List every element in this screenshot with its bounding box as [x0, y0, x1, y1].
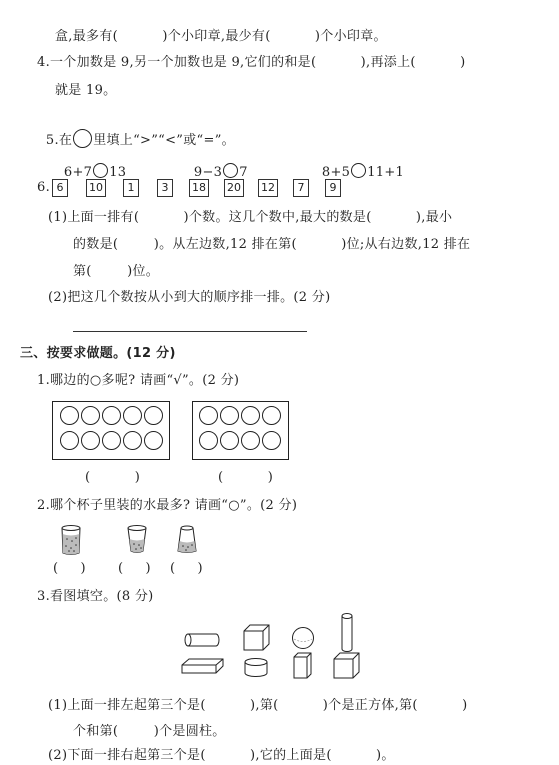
answer-line[interactable] — [73, 331, 307, 332]
answer-circle-icon — [73, 129, 92, 148]
cup-answer-1[interactable]: ( ) — [53, 561, 86, 576]
number-box: 18 — [189, 179, 209, 197]
question-continuation: 盒,最多有( )个小印章,最少有( )个小印章。 — [55, 29, 387, 44]
q5-suffix: 里填上“>”“<”或“=”。 — [93, 133, 235, 148]
number-box: 1 — [123, 179, 139, 197]
compare-circle[interactable] — [223, 163, 238, 178]
cylinder-short-icon — [243, 657, 269, 679]
compare-circle[interactable] — [351, 163, 366, 178]
cylinder-tall-icon — [339, 612, 355, 654]
q5-prefix: 5.在 — [45, 133, 73, 148]
q6-part1-line1: (1)上面一排有( )个数。这几个数中,最大的数是( ),最小 — [48, 210, 453, 225]
circle-icon — [262, 431, 281, 450]
number-box: 3 — [157, 179, 173, 197]
cup-answer-3[interactable]: ( ) — [170, 561, 203, 576]
number-box: 10 — [86, 179, 106, 197]
circle-icon — [102, 406, 121, 425]
cup-icon-full — [60, 525, 84, 557]
circle-icon — [199, 406, 218, 425]
cube-icon — [243, 624, 271, 652]
circle-icon — [123, 406, 142, 425]
q5-item-3 — [313, 147, 404, 181]
circle-icon — [199, 431, 218, 450]
number-box: 7 — [293, 179, 309, 197]
cube-small-icon — [333, 652, 361, 680]
q5-item-left: 9−3 — [193, 165, 223, 180]
q6-part2: (2)把这几个数按从小到大的顺序排一排。(2 分) — [48, 290, 331, 305]
q5-item-right: 13 — [109, 165, 127, 180]
circle-icon — [220, 431, 239, 450]
circle-icon — [144, 406, 163, 425]
q5-item-left: 8+5 — [321, 165, 351, 180]
circle-icon — [81, 406, 100, 425]
cup-icon-low — [176, 525, 200, 557]
s3-q3-part2: (2)下面一排右起第三个是( ),它的上面是( )。 — [48, 748, 395, 763]
q4-line1: 4.一个加数是 9,另一个加数也是 9,它们的和是( ),再添上( ) — [37, 55, 466, 70]
answer-blank-left[interactable]: ( ) — [85, 470, 141, 485]
q5-item-2 — [185, 147, 248, 181]
circle-icon — [102, 431, 121, 450]
q5-item-right: 7 — [239, 165, 248, 180]
cuboid-flat-icon — [181, 658, 225, 676]
section-title: 三、按要求做题。(12 分) — [20, 346, 176, 361]
compare-circle[interactable] — [93, 163, 108, 178]
number-box: 9 — [325, 179, 341, 197]
number-box: 12 — [258, 179, 278, 197]
cup-answer-2[interactable]: ( ) — [118, 561, 151, 576]
s3-q3-text: 3.看图填空。(8 分) — [37, 589, 154, 604]
q5-item-left: 6+7 — [63, 165, 93, 180]
circle-icon — [144, 431, 163, 450]
q5-item-right: 11+1 — [367, 165, 405, 180]
number-box: 6 — [52, 179, 68, 197]
number-box: 20 — [224, 179, 244, 197]
q5-instruction — [37, 113, 235, 149]
sphere-icon — [291, 626, 315, 650]
s3-q2-text: 2.哪个杯子里装的水最多? 请画“○”。(2 分) — [37, 498, 298, 513]
circle-icon — [241, 406, 260, 425]
q4-line2: 就是 19。 — [55, 83, 117, 98]
circle-icon — [241, 431, 260, 450]
q6-part1-line2: 的数是( )。从左边数,12 排在第( )位;从右边数,12 排在 — [73, 237, 471, 252]
circle-icon — [262, 406, 281, 425]
q6-part1-line3: 第( )位。 — [73, 264, 160, 279]
cuboid-tall-icon — [293, 652, 313, 680]
circle-icon — [60, 431, 79, 450]
circle-icon — [123, 431, 142, 450]
circle-icon — [81, 431, 100, 450]
s3-q3-part1-line2: 个和第( )个是圆柱。 — [73, 724, 226, 739]
answer-blank-right[interactable]: ( ) — [218, 470, 274, 485]
cylinder-lying-icon — [183, 632, 223, 650]
s3-q3-part1-line1: (1)上面一排左起第三个是( ),第( )个是正方体,第( ) — [48, 698, 468, 713]
cup-icon-half — [126, 525, 150, 557]
s3-q1-text: 1.哪边的○多呢? 请画“√”。(2 分) — [37, 373, 240, 388]
circle-icon — [220, 406, 239, 425]
q5-item-1 — [55, 147, 126, 181]
circle-icon — [60, 406, 79, 425]
q6-label: 6. — [37, 180, 51, 195]
